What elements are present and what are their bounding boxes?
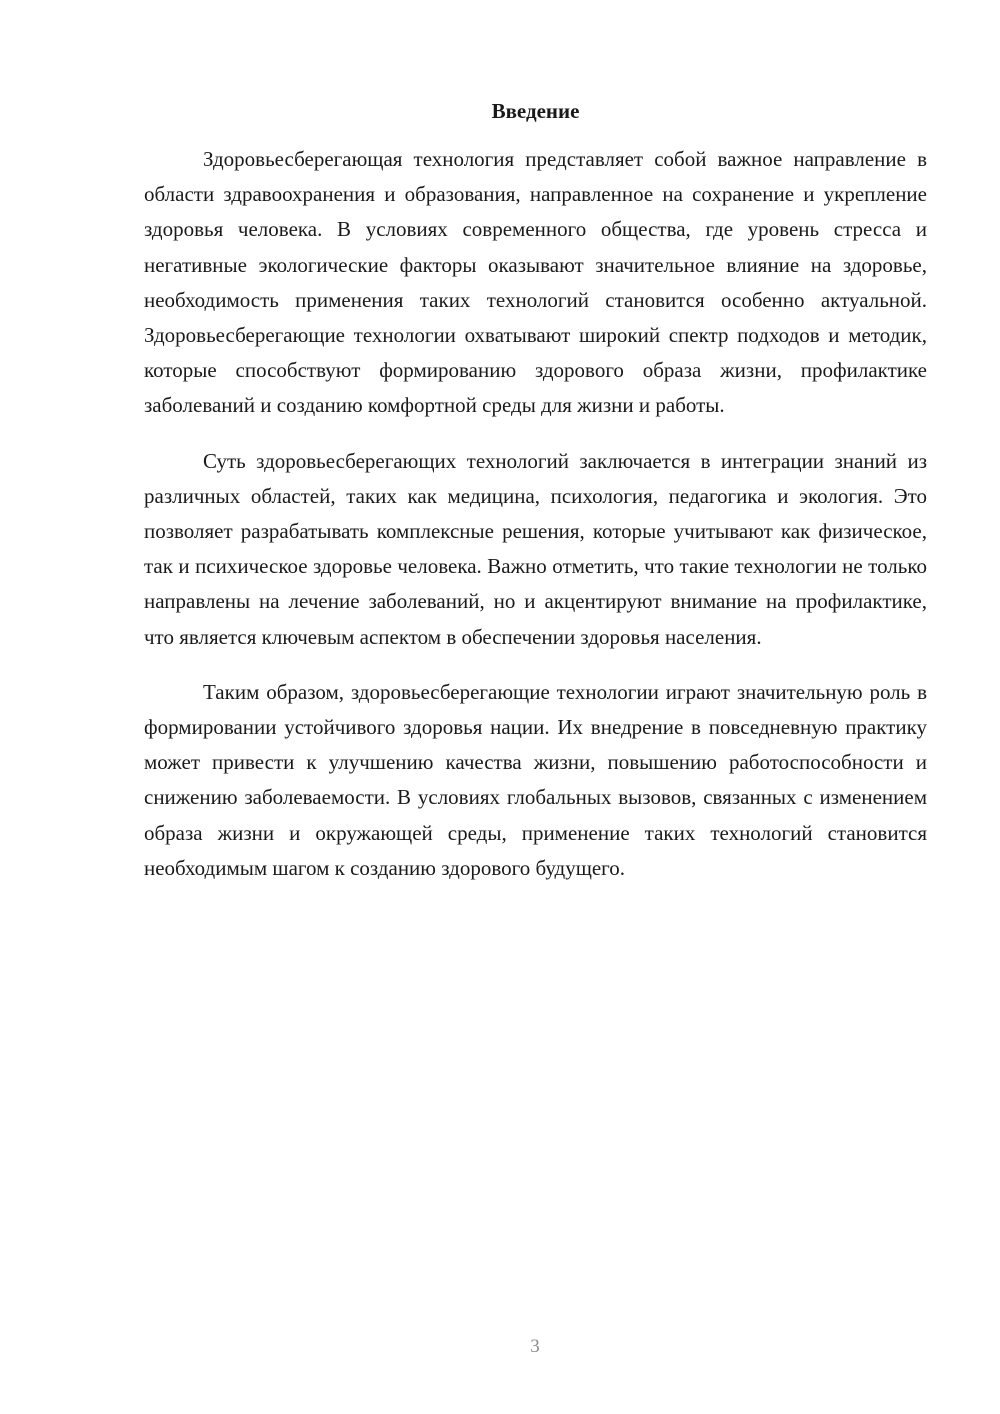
- paragraph-2: Суть здоровьесберегающих технологий заключается в интеграции знаний из различных областей, таких как медицина, психология, педагогика и экология. Это позволяет разрабатывать комплексные решения, которые учитывают как физическое, так и психическое здоровье человека. Важно отметить, что такие технологии не только направлены на лечение заболеваний, но и акцентируют внимание на профилактике, что является ключевым аспектом в обеспечении здоровья населения.: [144, 448, 927, 649]
- page-number: 3: [530, 1336, 540, 1357]
- page-title: Введение: [491, 99, 580, 123]
- paragraph-1: Здоровьесберегающая технология представляет собой важное направление в области здравоохранения и образования, направленное на сохранение и укрепление здоровья человека. В условиях современного общества, где уровень стресса и негативные экологические факторы оказывают значительное влияние на здоровье, необходимость применения таких технологий становится особенно актуальной. Здоровьесберегающие технологии охватывают широкий спектр подходов и методик, которые способствуют формированию здорового образа жизни, профилактике заболеваний и созданию комфортной среды для жизни и работы.: [144, 147, 927, 418]
- document-body: [144, 142, 927, 906]
- paragraph-3: Таким образом, здоровьесберегающие технологии играют значительную роль в формировании устойчивого здоровья нации. Их внедрение в повседневную практику может привести к улучшению качества жизни, повышению работоспособности и снижению заболеваемости. В условиях глобальных вызовов, связанных с изменением образа жизни и окружающей среды, применение таких технологий становится необходимым шагом к созданию здорового будущего.: [144, 679, 927, 880]
